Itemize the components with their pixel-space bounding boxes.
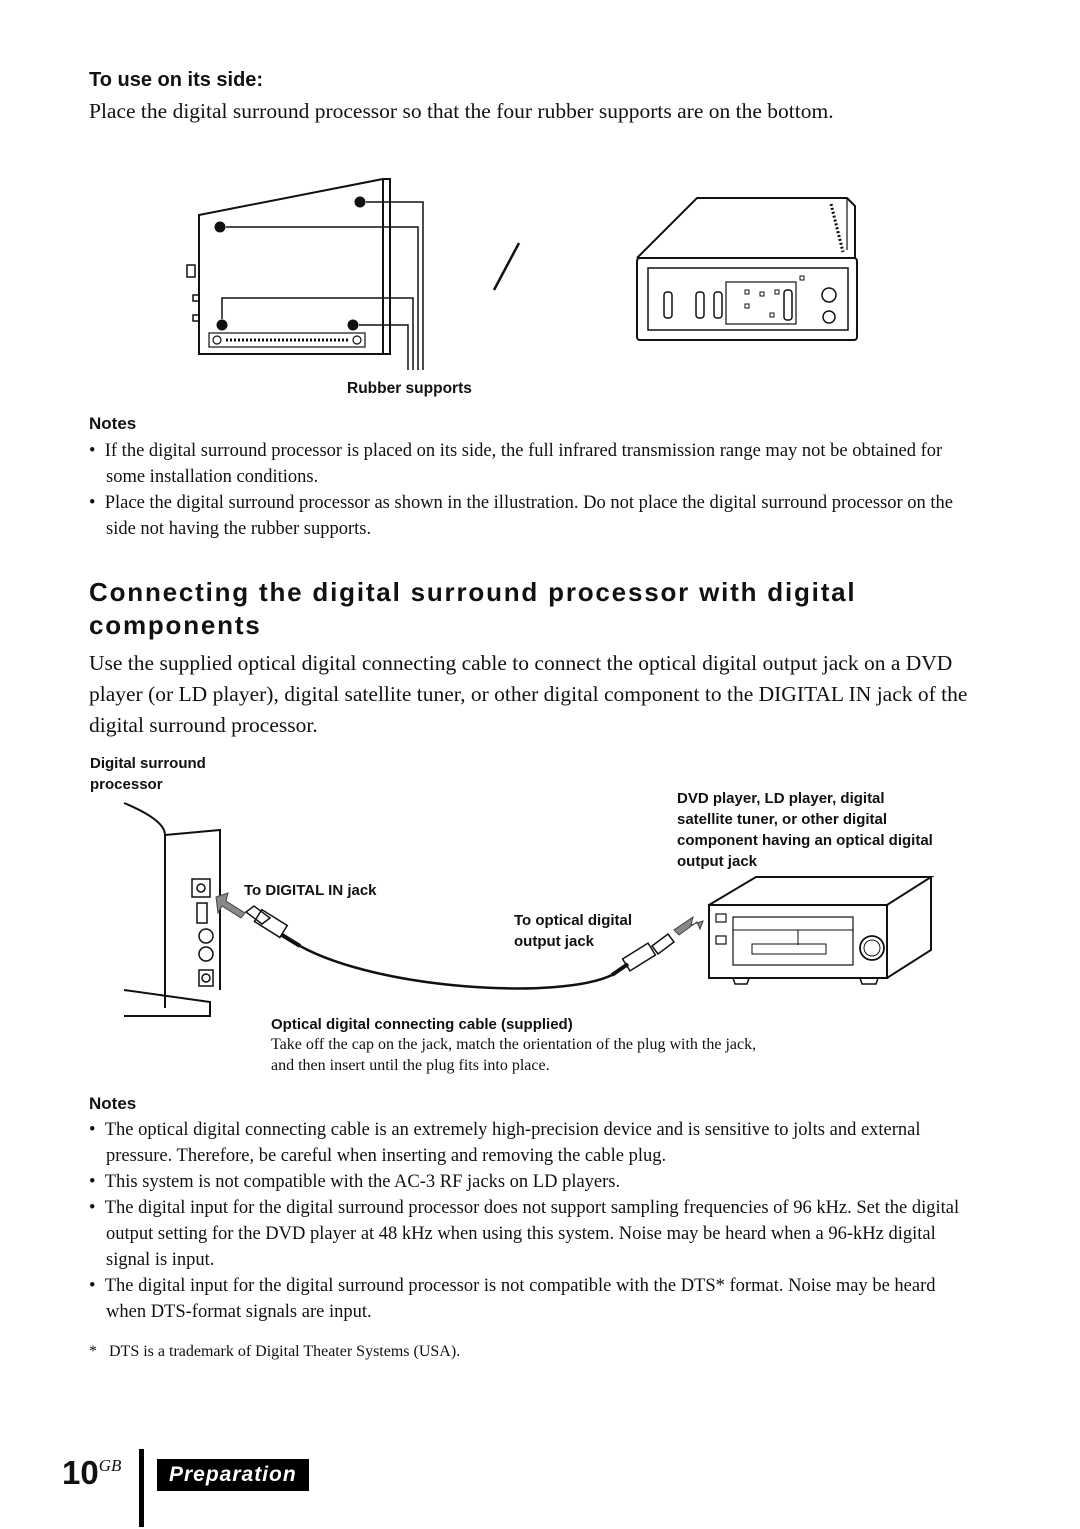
- rubber-supports-label: Rubber supports: [347, 380, 472, 397]
- note-item: • This system is not compatible with the AC-3 RF jacks on LD players.: [89, 1172, 621, 1192]
- note-item: • The optical digital connecting cable is an extremely high-precision device and is sensitive to jolts and external pressure. Therefore, be careful when inserting and removing the cable plug.: [89, 1120, 921, 1166]
- connect-paragraph: Use the supplied optical digital connecting cable to connect the optical digital output jack on a DVD player (or LD player), digital satellite tuner, or other digital component to the DIGITAL IN jack of the digital surround processor.: [89, 651, 968, 737]
- page-number: $10^{GB}$: [62, 1454, 122, 1491]
- dvd-player-label: DVD player, LD player, digital satellite tuner, or other digital component having an optical digital output jack: [677, 790, 933, 870]
- side-heading: To use on its side:: [89, 69, 264, 91]
- notes-title: Notes: [89, 1094, 137, 1113]
- to-digital-in-label: To DIGITAL IN jack: [244, 882, 377, 899]
- footnote: [89, 1341, 460, 1363]
- section-heading: Connecting the digital surround processor with digital components: [89, 577, 857, 640]
- note-item: • The digital input for the digital surround processor is not compatible with the DTS* format. Noise may be heard when DTS-format signals are input.: [89, 1276, 936, 1322]
- note-item: • If the digital surround processor is placed on its side, the full infrared transmission range may not be obtained for some installation conditions.: [89, 441, 943, 487]
- notes-list: [89, 1117, 979, 1325]
- notes-title: Notes: [89, 414, 137, 433]
- to-optical-label: To optical digital output jack: [514, 912, 633, 950]
- page-suffix: GB: [98, 1456, 122, 1475]
- cable-caption-text: Take off the cap on the jack, match the orientation of the plug with the jack, and then insert until the plug fits into place.: [271, 1036, 757, 1074]
- cable-caption-title: Optical digital connecting cable (supplied): [271, 1016, 573, 1033]
- footnote-text: DTS is a trademark of Digital Theater Systems (USA).: [109, 1343, 461, 1360]
- footnote-mark: *: [89, 1343, 97, 1360]
- footer-rule: [139, 1449, 144, 1527]
- section-tab: Preparation: [157, 1459, 309, 1491]
- note-item: • Place the digital surround processor as shown in the illustration. Do not place the digital surround processor on the side not having the rubber supports.: [89, 493, 953, 539]
- side-paragraph: Place the digital surround processor so that the four rubber supports are on the bottom.: [89, 99, 834, 123]
- note-item: • The digital input for the digital surround processor does not support sampling frequencies of 96 kHz. Set the digital output setting for the DVD player at 48 kHz when using this system. Noise may be heard when a 96-kHz digital signal is input.: [89, 1198, 960, 1270]
- processor-label: Digital surround processor: [90, 755, 206, 793]
